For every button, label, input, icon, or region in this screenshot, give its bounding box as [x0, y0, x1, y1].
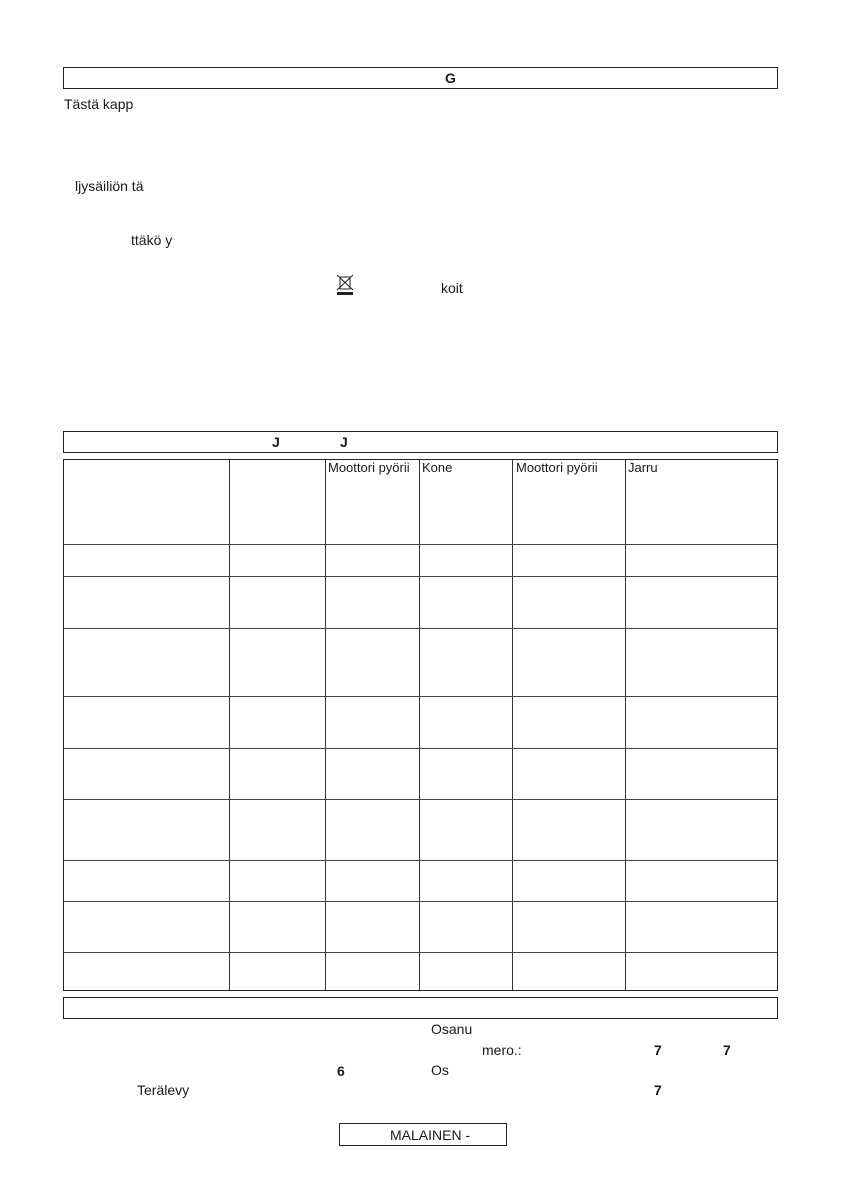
table-header-cell: Moottori pyörii: [328, 460, 410, 475]
parts-mero-label: mero.:: [482, 1042, 522, 1058]
section-g-header: [63, 67, 778, 89]
footer-page-label: MALAINEN -: [390, 1127, 471, 1143]
table-column-divider: [625, 460, 626, 990]
crossed-out-bin-icon: [335, 274, 355, 296]
troubleshooting-table: [63, 459, 778, 991]
table-column-divider: [229, 460, 230, 990]
table-row-divider: [64, 860, 777, 861]
table-row-divider: [64, 748, 777, 749]
table-header-cell: Moottori pyörii: [516, 460, 598, 475]
table-row-divider: [64, 952, 777, 953]
section-g-title: G: [445, 70, 456, 86]
table-row-divider: [64, 799, 777, 800]
intro-text-line2: ljysäiliön tä: [75, 178, 144, 194]
section-j-header: [63, 431, 778, 453]
parts-number-6: 6: [337, 1063, 345, 1079]
intro-text-line4: koit: [441, 280, 463, 296]
parts-number-7b: 7: [723, 1042, 731, 1058]
section-k-header: [63, 997, 778, 1019]
table-header-cell: Kone: [422, 460, 453, 475]
table-row-divider: [64, 628, 777, 629]
intro-text-line3: ttäkö y: [131, 232, 173, 248]
section-j-title-a: J: [272, 434, 280, 450]
section-j-title-b: J: [340, 434, 348, 450]
table-row-divider: [64, 901, 777, 902]
parts-osanu-label: Osanu: [431, 1021, 473, 1037]
parts-os-label: Os: [431, 1062, 449, 1078]
intro-text-line1: Tästä kapp: [64, 96, 134, 112]
table-column-divider: [512, 460, 513, 990]
table-column-divider: [419, 460, 420, 990]
table-row-divider: [64, 576, 777, 577]
parts-number-7c: 7: [654, 1082, 662, 1098]
table-column-divider: [325, 460, 326, 990]
table-row-divider: [64, 696, 777, 697]
parts-teralevy-label: Terälevy: [137, 1082, 190, 1098]
table-header-cell: Jarru: [628, 460, 658, 475]
table-row-divider: [64, 544, 777, 545]
parts-number-7a: 7: [654, 1042, 662, 1058]
footer-page-label-box: [339, 1123, 507, 1146]
